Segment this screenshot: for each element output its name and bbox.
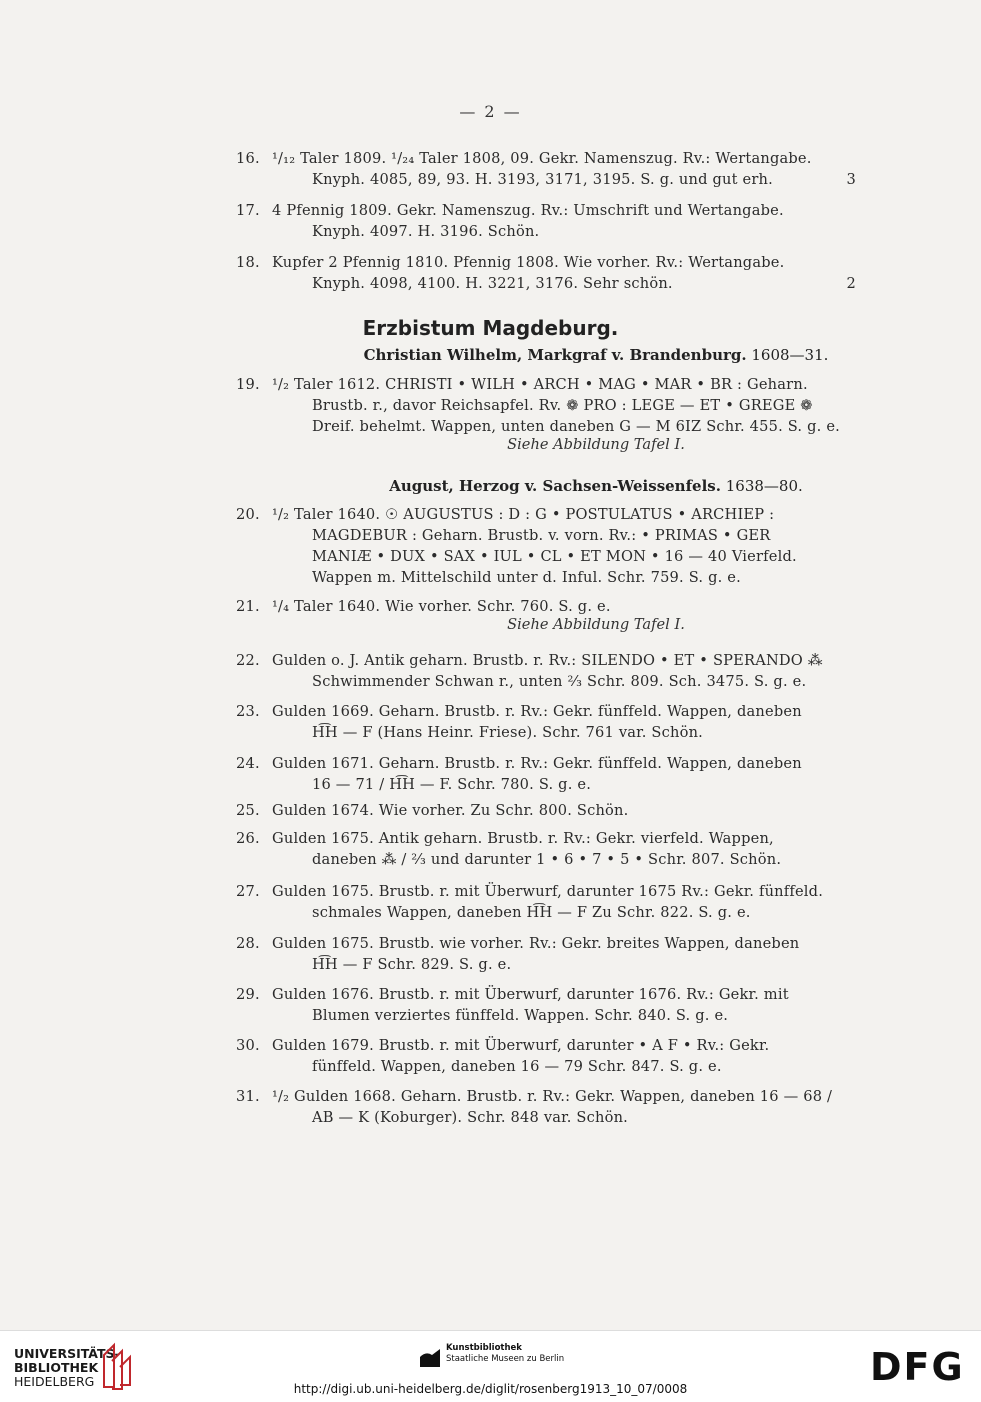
entry-line: Gulden 1675. Brustb. r. mit Überwurf, darunter 1675 Rv.: Gekr. fünffeld. [272,883,824,900]
entry-number: 21. [236,598,260,615]
entry-line: Wappen m. Mittelschild unter d. Inful. Schr. 759. S. g. e. [312,569,741,586]
entry-line: ¹/₄ Taler 1640. Wie vorher. Schr. 760. S. g. e. [272,598,611,615]
uni-line: HEIDELBERG [14,1374,95,1389]
entry-line: Gulden 1671. Geharn. Brustb. r. Rv.: Gekr. fünffeld. Wappen, daneben [272,755,802,772]
page-number: — 2 — [459,102,522,121]
entry-line: Knyph. 4097. H. 3196. Schön. [312,223,540,240]
entry-line: Gulden 1674. Wie vorher. Zu Schr. 800. Schön. [272,802,629,819]
entry-line: Dreif. behelmt. Wappen, unten daneben G — M 6IZ Schr. 455. S. g. e. [312,418,841,435]
entry-number: 28. [236,935,260,952]
footer-bar [0,1330,981,1402]
entry-line: fünffeld. Wappen, daneben 16 — 79 Schr. 847. S. g. e. [312,1058,722,1075]
entry-line: ¹/₂ Taler 1640. ☉ AUGUSTUS : D : G • POSTULATUS • ARCHIEP : [272,506,775,523]
entry-number: 22. [236,652,260,669]
ruler-dates: 1608—31. [751,346,829,364]
entry-line: Schwimmender Schwan r., unten ²⁄₃ Schr. 809. Sch. 3475. S. g. e. [312,673,807,690]
entry-line: ¹/₂ Gulden 1668. Geharn. Brustb. r. Rv.: Gekr. Wappen, daneben 16 — 68 / [272,1088,833,1105]
entry-number: 26. [236,830,260,847]
entry-line: Blumen verziertes fünffeld. Wappen. Schr. 840. S. g. e. [312,1007,729,1024]
entry-line: H͡H — F Schr. 829. S. g. e. [312,956,512,973]
catalog-entry-22 [236,650,856,692]
entry-line: Gulden 1675. Brustb. wie vorher. Rv.: Gekr. breites Wappen, daneben [272,935,800,952]
entry-price: 3 [846,171,856,188]
entry-number: 27. [236,883,260,900]
kunstbibliothek-name [446,1343,564,1365]
catalog-entry-18 [236,252,856,294]
entry-line: ¹/₁₂ Taler 1809. ¹/₂₄ Taler 1808, 09. Gekr. Namenszug. Rv.: Wertangabe. [272,150,812,167]
entry-line: Knyph. 4085, 89, 93. H. 3193, 3171, 3195. S. g. und gut erh. [312,171,773,188]
entry-line: ¹/₂ Taler 1612. CHRISTI • WILH • ARCH • MAG • MAR • BR : Geharn. [272,376,808,393]
dfg-logo: DFG [870,1345,965,1389]
catalog-entry-30 [236,1035,856,1077]
catalog-entry-27 [236,881,856,923]
catalog-entry-25 [236,800,856,821]
entry-number: 31. [236,1088,260,1105]
entry-line: Brustb. r., davor Reichsapfel. Rv. ❁ PRO : LEGE — ET • GREGE ❁ [312,397,813,414]
section-title: Erzbistum Magdeburg. [362,316,619,340]
catalog-entry-26 [236,828,856,870]
entry-line: Gulden 1675. Antik geharn. Brustb. r. Rv.: Gekr. vierfeld. Wappen, [272,830,774,847]
catalog-entry-20 [236,504,856,588]
catalog-entry-17 [236,200,856,242]
entry-line: MANIÆ • DUX • SAX • IUL • CL • ET MON • 16 — 40 Vierfeld. [312,548,797,565]
ruler-heading [236,346,956,364]
ruler-dates: 1638—80. [725,477,803,495]
entry-price: 2 [846,275,856,292]
catalog-entry-19 [236,374,856,437]
entry-number: 19. [236,376,260,393]
plate-reference: Siehe Abbildung Tafel I. [507,616,685,633]
catalog-entry-23 [236,701,856,743]
entry-number: 23. [236,703,260,720]
uni-line: BIBLIOTHEK [14,1360,99,1375]
kb-line: Kunstbibliothek [446,1343,522,1353]
entry-line: 4 Pfennig 1809. Gekr. Namenszug. Rv.: Umschrift und Wertangabe. [272,202,784,219]
catalog-entry-29 [236,984,856,1026]
entry-number: 18. [236,254,260,271]
ruler-name: August, Herzog v. Sachsen-Weissenfels. [389,477,721,495]
entry-number: 17. [236,202,260,219]
entry-number: 20. [236,506,260,523]
entry-number: 29. [236,986,260,1003]
entry-line: Gulden o. J. Antik geharn. Brustb. r. Rv.: SILENDO • ET • SPERANDO ⁂ [272,652,823,669]
catalog-entry-28 [236,933,856,975]
entry-number: 24. [236,755,260,772]
catalog-entry-16 [236,148,856,190]
entry-line: H͡H — F (Hans Heinr. Friese). Schr. 761 var. Schön. [312,724,704,741]
catalog-entry-31 [236,1086,856,1128]
entry-line: Gulden 1676. Brustb. r. mit Überwurf, darunter 1676. Rv.: Gekr. mit [272,986,789,1003]
kunstbibliothek-logo-icon [418,1343,442,1369]
uni-line: UNIVERSITÄTS- [14,1346,120,1361]
kb-line: Staatliche Museen zu Berlin [446,1354,565,1364]
plate-reference: Siehe Abbildung Tafel I. [507,436,685,453]
entry-line: Kupfer 2 Pfennig 1810. Pfennig 1808. Wie vorher. Rv.: Wertangabe. [272,254,785,271]
entry-line: Gulden 1679. Brustb. r. mit Überwurf, darunter • A F • Rv.: Gekr. [272,1037,770,1054]
entry-line: Gulden 1669. Geharn. Brustb. r. Rv.: Gekr. fünffeld. Wappen, daneben [272,703,802,720]
catalog-entry-24 [236,753,856,795]
entry-line: 16 — 71 / H͡H — F. Schr. 780. S. g. e. [312,776,592,793]
entry-line: AB — K (Koburger). Schr. 848 var. Schön. [312,1109,629,1126]
source-url[interactable]: http://digi.ub.uni-heidelberg.de/diglit/rosenberg1913_10_07/0008 [293,1382,688,1396]
entry-number: 25. [236,802,260,819]
ruler-name: Christian Wilhelm, Markgraf v. Brandenburg. [363,346,747,364]
entry-line: schmales Wappen, daneben H͡H — F Zu Schr. 822. S. g. e. [312,904,751,921]
entry-line: MAGDEBUR : Geharn. Brustb. v. vorn. Rv.: • PRIMAS • GER [312,527,771,544]
ruler-heading [236,477,956,495]
entry-line: Knyph. 4098, 4100. H. 3221, 3176. Sehr schön. [312,275,673,292]
entry-number: 30. [236,1037,260,1054]
entry-line: daneben ⁂ / ²⁄₃ und darunter 1 • 6 • 7 • 5 • Schr. 807. Schön. [312,851,782,868]
entry-number: 16. [236,150,260,167]
catalog-entry-21 [236,596,856,617]
